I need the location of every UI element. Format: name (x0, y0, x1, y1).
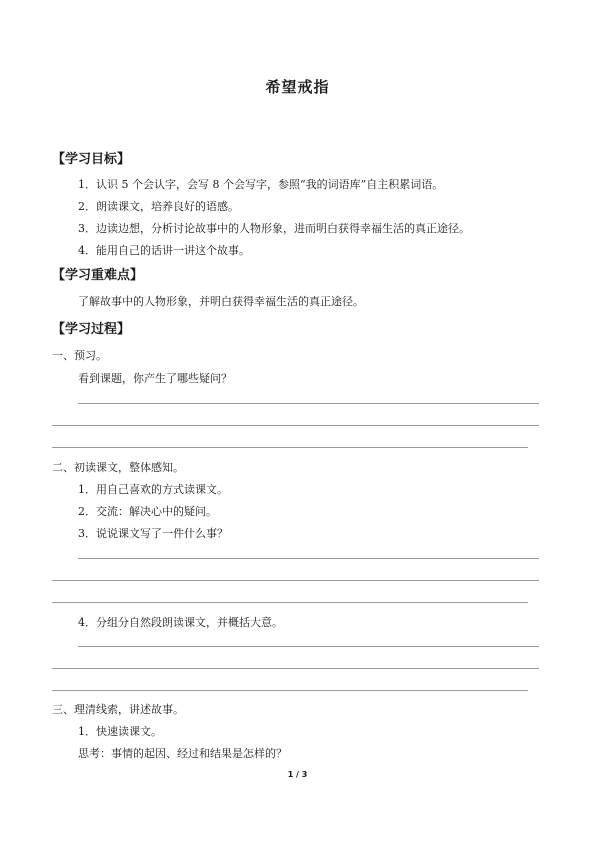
key-points-text: 了解故事中的人物形象，并明白获得幸福生活的真正途径。 (78, 295, 364, 308)
key-points-heading: 【学习重难点】 (52, 268, 144, 283)
answer-line (52, 690, 528, 691)
section-2-item-2: 2．交流：解决心中的疑问。 (78, 505, 217, 518)
answer-line (52, 580, 539, 581)
answer-line (52, 668, 539, 669)
goal-item-1: 1．认识 5 个会认字，会写 8 个会写字，参照“我的词语库”自主积累词语。 (78, 178, 444, 191)
section-1-title: 一、预习。 (52, 349, 107, 362)
page-title: 希望戒指 (265, 78, 330, 96)
answer-line (52, 425, 539, 426)
goals-heading: 【学习目标】 (52, 152, 131, 167)
section-3-title: 三、理清线索，讲述故事。 (52, 703, 184, 716)
section-2-item-3: 3．说说课文写了一件什么事？ (78, 527, 228, 540)
answer-line (78, 403, 539, 404)
goal-item-3: 3．边读边想，分析讨论故事中的人物形象，进而明白获得幸福生活的真正途径。 (78, 222, 470, 235)
section-2-title: 二、初读课文，整体感知。 (52, 461, 184, 474)
answer-line (52, 602, 528, 603)
goal-item-4: 4．能用自己的话讲一讲这个故事。 (78, 244, 250, 257)
section-3-think: 思考：事情的起因、经过和结果是怎样的？ (78, 747, 287, 760)
section-3-item-1: 1．快速读课文。 (78, 725, 162, 738)
section-2-item-4: 4．分组分自然段朗读课文，并概括大意。 (78, 616, 283, 629)
process-heading: 【学习过程】 (52, 322, 131, 337)
goal-item-2: 2．朗读课文，培养良好的语感。 (78, 200, 239, 213)
answer-line (52, 447, 528, 448)
page-number: 1 / 3 (287, 770, 308, 779)
section-1-prompt: 看到课题，你产生了哪些疑问？ (78, 372, 232, 385)
section-2-item-1: 1．用自己喜欢的方式读课文。 (78, 483, 228, 496)
answer-line (78, 646, 539, 647)
answer-line (78, 558, 539, 559)
